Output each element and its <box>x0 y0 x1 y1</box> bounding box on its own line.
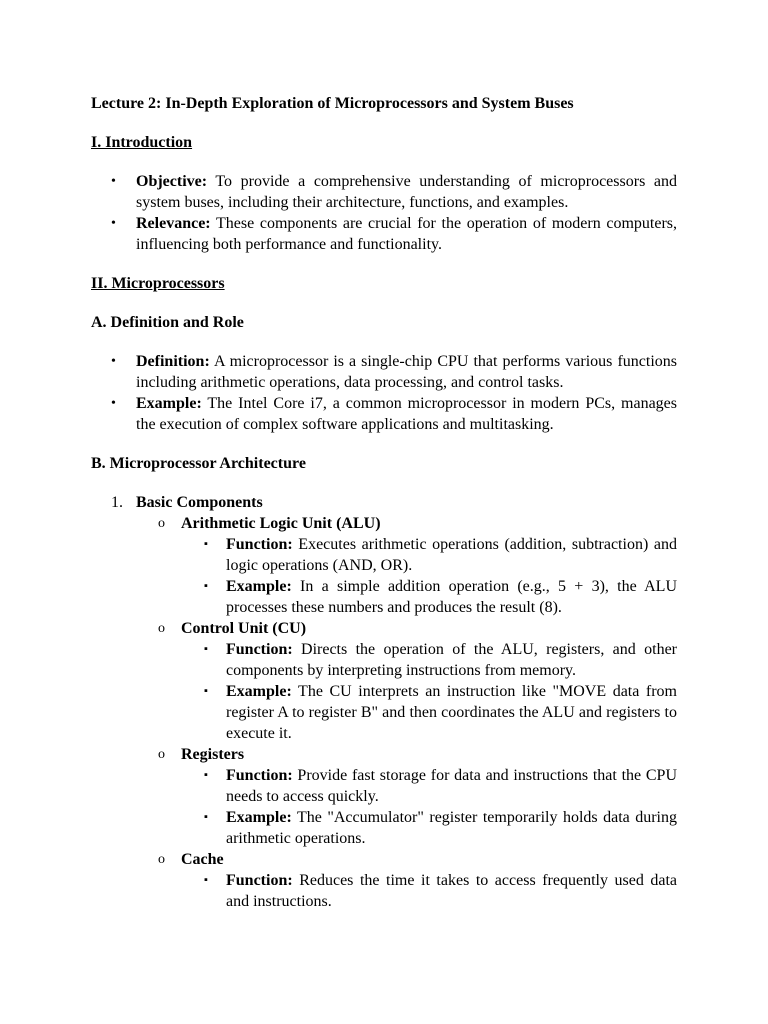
detail-text: In a simple addition operation (e.g., 5 + 3), the ALU processes these numbers and produces the result (8). <box>226 578 677 616</box>
bullet-icon: • <box>111 396 116 411</box>
square-bullet-icon: ▪ <box>204 874 208 886</box>
detail-label: Function: <box>226 872 293 889</box>
detail-text: Reduces the time it takes to access frequently used data and instructions. <box>226 872 677 910</box>
square-bullet-icon: ▪ <box>204 538 208 550</box>
document-page <box>91 93 677 912</box>
detail-label: Function: <box>226 767 293 784</box>
list-number: 1. <box>111 494 123 511</box>
detail-label: Function: <box>226 536 293 553</box>
detail-text: The "Accumulator" register temporarily holds data during arithmetic operations. <box>226 809 677 847</box>
detail-text: Provide fast storage for data and instructions that the CPU needs to access quickly. <box>226 767 677 805</box>
component-item-alu <box>91 513 677 534</box>
detail-label: Example: <box>226 578 292 595</box>
list-item <box>91 351 677 393</box>
item-label: Example: <box>136 395 202 412</box>
circle-bullet-icon: o <box>158 747 165 762</box>
subsection-heading-definition: A. Definition and Role <box>91 314 244 331</box>
detail-item <box>91 870 677 912</box>
component-name: Cache <box>181 851 224 868</box>
detail-item <box>91 534 677 576</box>
item-label: Definition: <box>136 353 210 370</box>
item-text: A microprocessor is a single-chip CPU that performs various functions including arithmetic operations, data processing, and control tasks. <box>136 353 677 391</box>
definition-list <box>91 351 677 435</box>
introduction-list <box>91 171 677 255</box>
item-text: These components are crucial for the operation of modern computers, influencing both performance and functionality. <box>136 215 677 253</box>
item-text: To provide a comprehensive understanding of microprocessors and system buses, including their architecture, functions, and examples. <box>136 173 677 211</box>
component-item-cu <box>91 618 677 639</box>
list-item <box>91 171 677 213</box>
detail-item <box>91 639 677 681</box>
list-item <box>91 213 677 255</box>
detail-label: Example: <box>226 683 292 700</box>
item-label: Relevance: <box>136 215 211 232</box>
bullet-icon: • <box>111 216 116 231</box>
item-text: The Intel Core i7, a common microprocessor in modern PCs, manages the execution of complex software applications and multitasking. <box>136 395 677 433</box>
square-bullet-icon: ▪ <box>204 643 208 655</box>
detail-item <box>91 807 677 849</box>
circle-bullet-icon: o <box>158 852 165 867</box>
component-item-cache <box>91 849 677 870</box>
detail-item <box>91 765 677 807</box>
detail-label: Example: <box>226 809 292 826</box>
numbered-item <box>91 492 677 513</box>
circle-bullet-icon: o <box>158 621 165 636</box>
component-name: Control Unit (CU) <box>181 620 307 637</box>
detail-text: Executes arithmetic operations (addition, subtraction) and logic operations (AND, OR). <box>226 536 677 574</box>
component-item-registers <box>91 744 677 765</box>
bullet-icon: • <box>111 354 116 369</box>
detail-label: Function: <box>226 641 293 658</box>
circle-bullet-icon: o <box>158 516 165 531</box>
subsection-heading-architecture: B. Microprocessor Architecture <box>91 455 306 472</box>
numbered-item-title: Basic Components <box>136 494 263 511</box>
detail-text: The CU interprets an instruction like "MOVE data from register A to register B" and then coordinates the ALU and registers to execute it. <box>226 683 677 742</box>
detail-text: Directs the operation of the ALU, registers, and other components by interpreting instructions from memory. <box>226 641 677 679</box>
square-bullet-icon: ▪ <box>204 811 208 823</box>
component-name: Arithmetic Logic Unit (ALU) <box>181 515 381 532</box>
detail-item <box>91 681 677 744</box>
item-label: Objective: <box>136 173 208 190</box>
square-bullet-icon: ▪ <box>204 769 208 781</box>
detail-item <box>91 576 677 618</box>
section-heading-introduction: I. Introduction <box>91 134 193 151</box>
document-title: Lecture 2: In-Depth Exploration of Microprocessors and System Buses <box>91 95 574 112</box>
section-heading-microprocessors: II. Microprocessors <box>91 275 225 292</box>
component-name: Registers <box>181 746 245 763</box>
list-item <box>91 393 677 435</box>
square-bullet-icon: ▪ <box>204 580 208 592</box>
square-bullet-icon: ▪ <box>204 685 208 697</box>
bullet-icon: • <box>111 174 116 189</box>
